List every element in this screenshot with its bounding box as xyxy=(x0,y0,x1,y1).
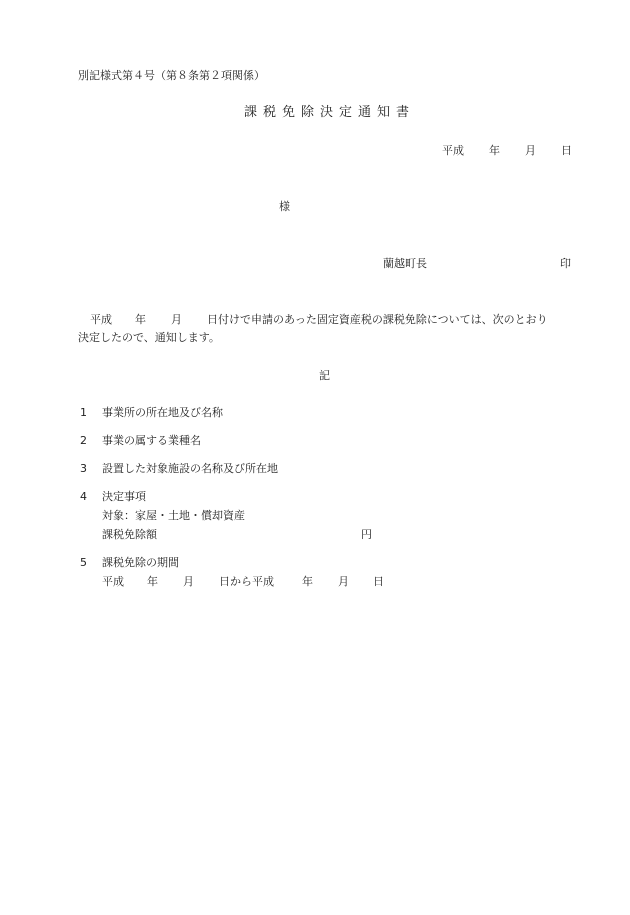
period-era1: 平成 xyxy=(102,575,124,588)
period-month1: 月 xyxy=(183,575,194,588)
item-number: 3 xyxy=(80,462,87,475)
item-number: 5 xyxy=(80,556,87,569)
body-year: 年 xyxy=(135,313,146,326)
date-day: 日 xyxy=(561,144,572,157)
addressee-suffix: 様 xyxy=(279,200,290,213)
date-era: 平成 xyxy=(442,144,464,157)
decision-target: 対象：家屋・土地・償却資産 xyxy=(102,509,245,522)
item-number: 1 xyxy=(80,406,87,419)
list-item xyxy=(80,490,146,504)
item-number: 2 xyxy=(80,434,87,447)
issuer-name: 蘭越町長 xyxy=(383,257,427,270)
document-title: 課税免除決定通知書 xyxy=(244,105,416,120)
list-item xyxy=(80,556,179,570)
period-day2: 日 xyxy=(373,575,384,588)
list-item xyxy=(80,406,223,420)
ki-heading: 記 xyxy=(319,369,330,382)
date-year: 年 xyxy=(489,144,500,157)
decision-amount-label: 課税免除額 xyxy=(102,528,157,541)
decision-amount-unit: 円 xyxy=(361,528,372,541)
period-day1-to: 日から平成 xyxy=(219,575,274,588)
body-line2: 決定したので、通知します。 xyxy=(78,331,220,344)
item-number: 4 xyxy=(80,490,87,503)
item-label: 課税免除の期間 xyxy=(102,556,179,569)
item-label: 決定事項 xyxy=(102,490,146,503)
date-month: 月 xyxy=(525,144,536,157)
period-month2: 月 xyxy=(338,575,349,588)
item-label: 事業の属する業種名 xyxy=(102,434,201,447)
seal-mark: 印 xyxy=(560,257,571,270)
item-label: 設置した対象施設の名称及び所在地 xyxy=(102,462,278,475)
body-month: 月 xyxy=(171,313,182,326)
body-era: 平成 xyxy=(90,313,112,326)
list-item xyxy=(80,462,278,476)
body-line1: 日付けで申請のあった固定資産税の課税免除については、次のとおり xyxy=(207,313,548,326)
period-year1: 年 xyxy=(147,575,158,588)
list-item xyxy=(80,434,201,448)
period-year2: 年 xyxy=(302,575,313,588)
item-label: 事業所の所在地及び名称 xyxy=(102,406,223,419)
form-number: 別記様式第４号（第８条第２項関係） xyxy=(78,69,265,82)
